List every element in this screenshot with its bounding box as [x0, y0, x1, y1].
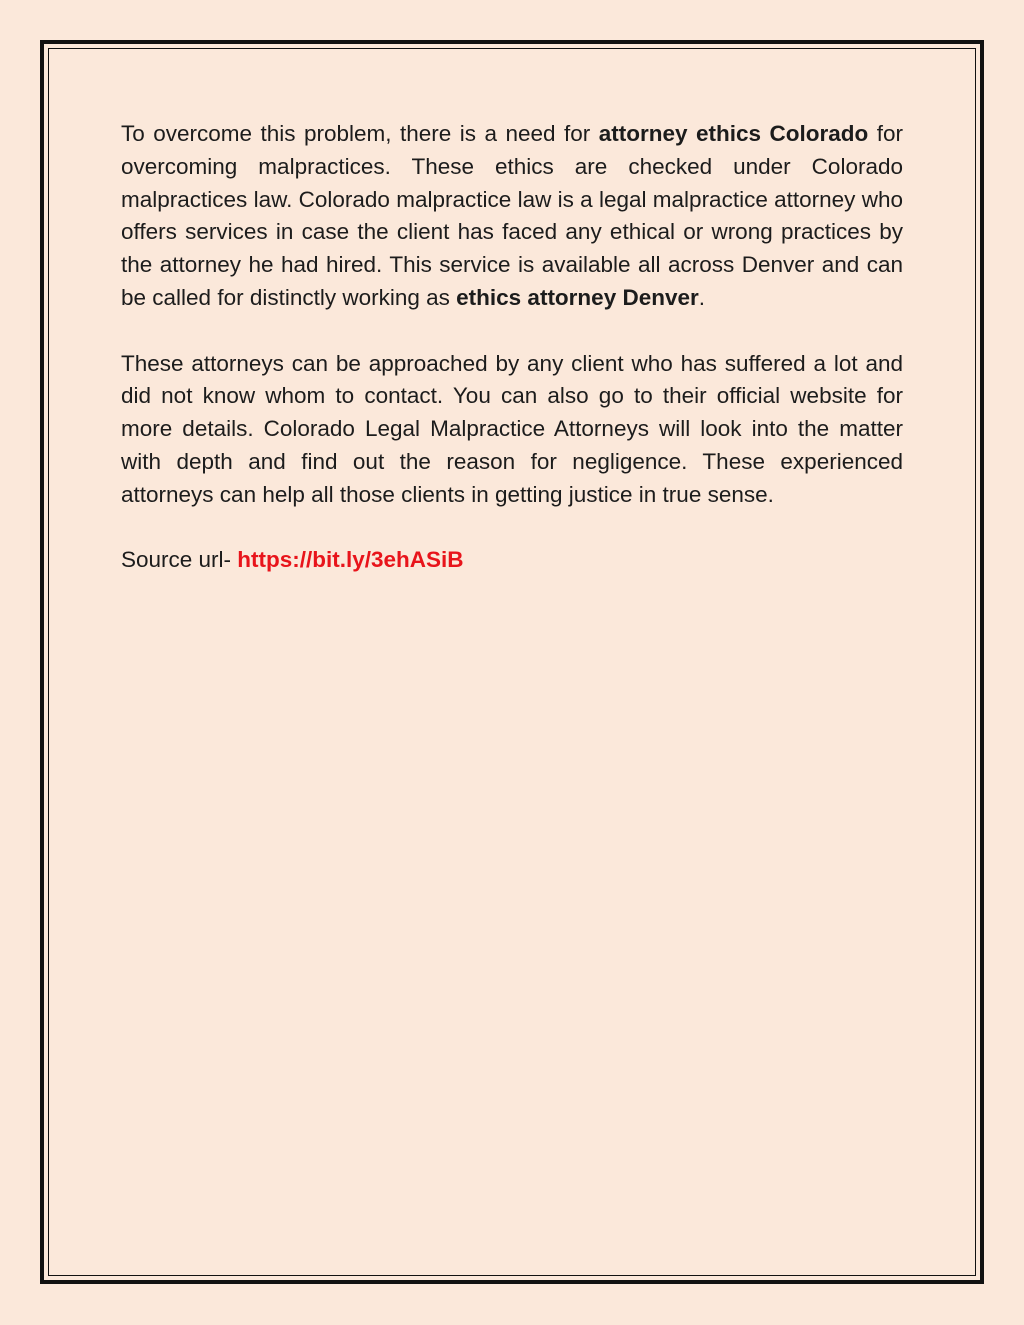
keyword-ethics-attorney-denver: ethics attorney Denver — [456, 284, 699, 310]
keyword-attorney-ethics-colorado: attorney ethics Colorado — [598, 121, 869, 146]
document-body — [121, 118, 903, 577]
paragraph-intro-text-b: for overcoming malpractices. These ethics are checked under Colorado malpractices law. Colorado malpractice law is a legal malpractice attorney who offers services in case the client has faced any ethical or wrong practices by the attorney he had hired. This service is available all across Denver and can be called for distinctly working as — [121, 121, 903, 310]
paragraph-intro-text-a: To overcome this problem, there is a need for — [121, 121, 599, 146]
paragraph-intro-text-c: . — [698, 284, 706, 310]
source-label: Source url- — [121, 547, 238, 573]
paragraph-attorneys: These attorneys can be approached by any client who has suffered a lot and did not know whom to contact. You can also go to their official website for more details. Colorado Legal Malpractice Attorneys will look into the matter with depth and find out the reason for negligence. These experienced attorneys can help all those clients in getting justice in true sense. — [121, 350, 903, 507]
source-line — [121, 544, 903, 577]
source-url-link[interactable]: https://bit.ly/3ehASiB — [237, 547, 464, 573]
paragraph-intro — [121, 118, 903, 315]
